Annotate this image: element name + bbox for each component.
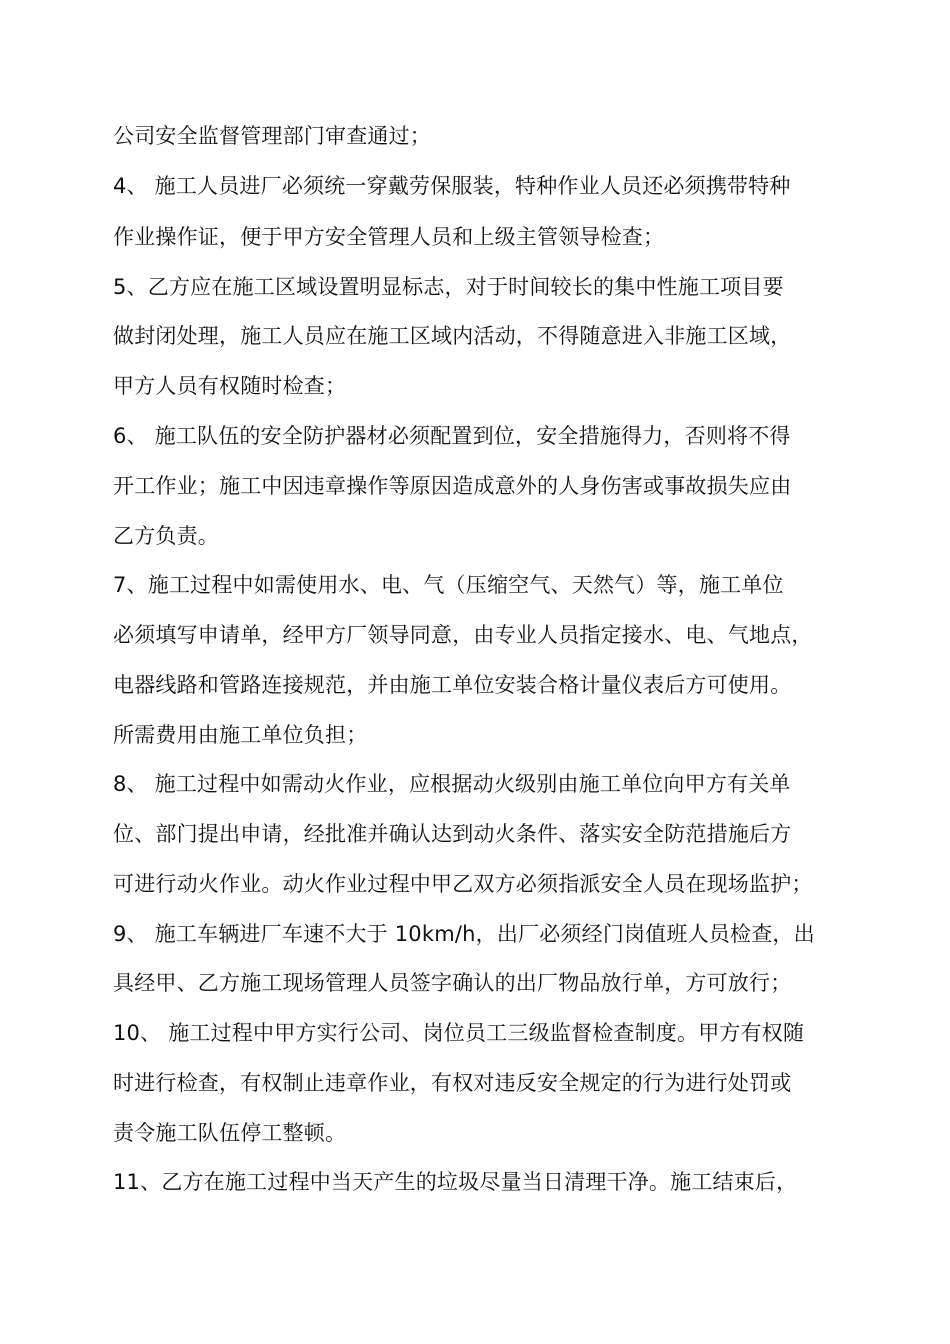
text-line: 可进行动火作业。动火作业过程中甲乙双方必须指派安全人员在现场监护； <box>113 872 813 896</box>
text-line: 乙方负责。 <box>113 524 219 548</box>
text-line: 5、乙方应在施工区域设置明显标志，对于时间较长的集中性施工项目要 <box>113 275 784 299</box>
text-line: 具经甲、乙方施工现场管理人员签字确认的出厂物品放行单，方可放行； <box>113 971 792 995</box>
text-line: 责令施工队伍停工整顿。 <box>113 1121 347 1145</box>
text-line: 4、 施工人员进厂必须统一穿戴劳保服装，特种作业人员还必须携带特种 <box>113 174 791 198</box>
text-line: 开工作业；施工中因违章操作等原因造成意外的人身伤害或事故损失应由 <box>113 474 792 498</box>
text-line: 11、乙方在施工过程中当天产生的垃圾尽量当日清理干净。施工结束后， <box>113 1170 798 1194</box>
text-line: 7、施工过程中如需使用水、电、气（压缩空气、天然气）等，施工单位 <box>113 573 784 597</box>
text-line: 公司安全监督管理部门审查通过； <box>113 124 431 148</box>
text-line: 甲方人员有权随时检查； <box>113 374 347 398</box>
text-line: 时进行检查，有权制止违章作业，有权对违反安全规定的行为进行处罚或 <box>113 1071 792 1095</box>
text-line: 电器线路和管路连接规范，并由施工单位安装合格计量仪表后方可使用。 <box>113 673 792 697</box>
text-line: 作业操作证，便于甲方安全管理人员和上级主管领导检查； <box>113 225 665 249</box>
text-line: 8、 施工过程中如需动火作业，应根据动火级别由施工单位向甲方有关单 <box>113 772 791 796</box>
text-line: 6、 施工队伍的安全防护器材必须配置到位，安全措施得力，否则将不得 <box>113 424 791 448</box>
text-line: 必须填写申请单，经甲方厂领导同意，由专业人员指定接水、电、气地点， <box>113 623 813 647</box>
text-line: 所需费用由施工单位负担； <box>113 723 368 747</box>
text-line: 做封闭处理，施工人员应在施工区域内活动，不得随意进入非施工区域， <box>113 324 792 348</box>
text-line: 9、 施工车辆进厂车速不大于 10km/h，出厂必须经门岗值班人员检查，出 <box>113 922 815 946</box>
text-line: 位、部门提出申请，经批准并确认达到动火条件、落实安全防范措施后方 <box>113 822 792 846</box>
text-line: 10、 施工过程中甲方实行公司、岗位员工三级监督检查制度。甲方有权随 <box>113 1021 805 1045</box>
